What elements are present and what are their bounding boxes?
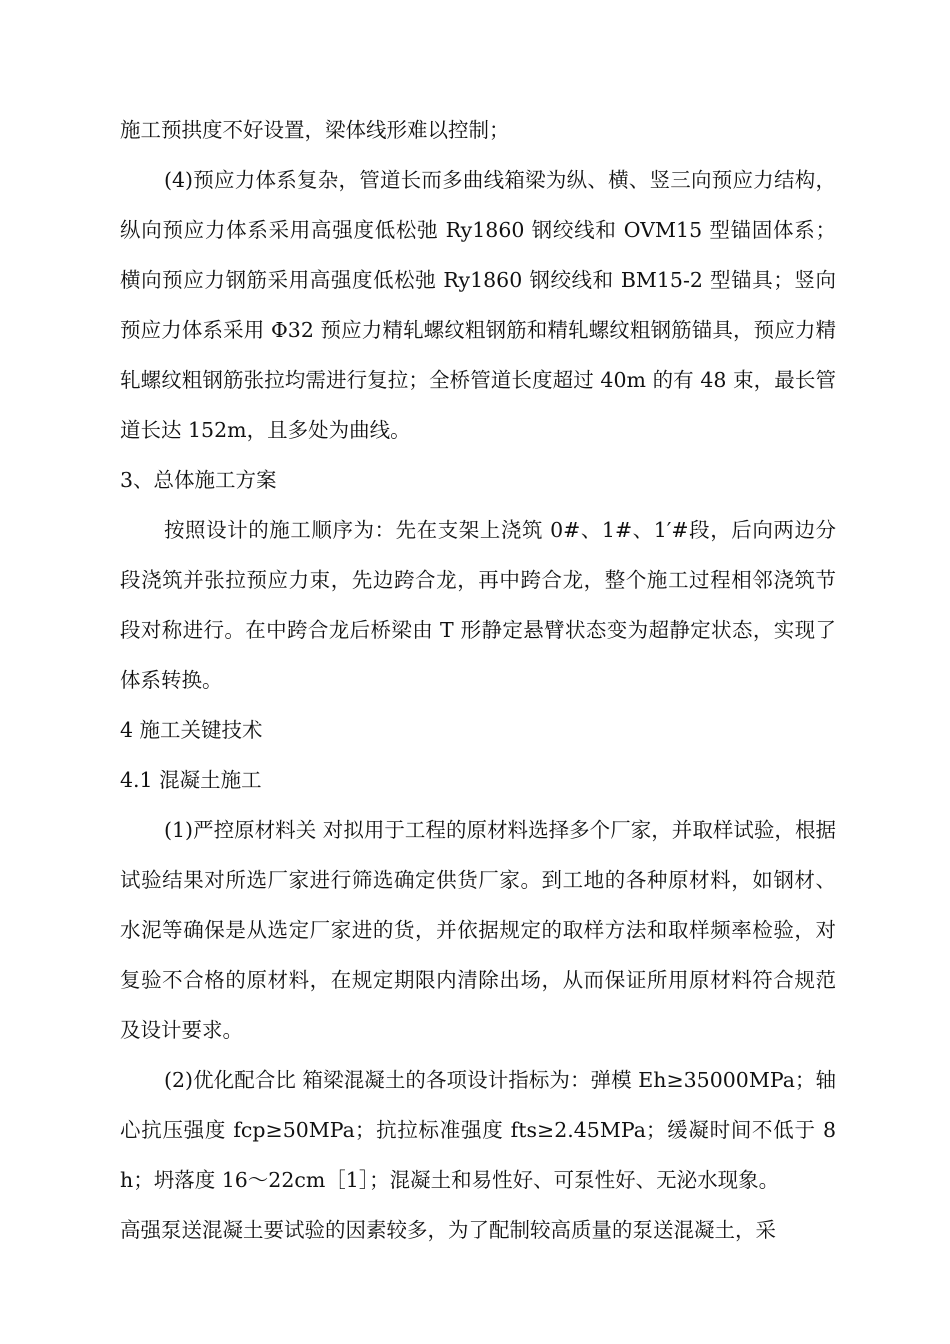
paragraph-mix-design: (2)优化配合比 箱梁混凝土的各项设计指标为：弹模 Eh≥35000MPa；轴心抗压强度 fcp≥50MPa；抗拉标准强度 fts≥2.45MPa；缓凝时间不低于 8h；坍落度 16～22cm［1］；混凝土和易性好、可泵性好、无泌水现象。 [120, 1068, 836, 1192]
paragraph-continuation-bottom: 高强泵送混凝土要试验的因素较多，为了配制较高质量的泵送混凝土，采 [120, 1218, 776, 1242]
section-heading-3: 3、总体施工方案 [120, 468, 277, 492]
section-heading-4: 4 施工关键技术 [120, 718, 263, 742]
paragraph-construction-sequence: 按照设计的施工顺序为：先在支架上浇筑 0#、1#、1′#段，后向两边分段浇筑并张拉预应力束，先边跨合龙，再中跨合龙，整个施工过程相邻浇筑节段对称进行。在中跨合龙后桥梁由 T 形静定悬臂状态变为超静定状态，实现了体系转换。 [120, 518, 836, 692]
paragraph-continuation-top: 施工预拱度不好设置，梁体线形难以控制； [120, 118, 510, 142]
paragraph-raw-materials: (1)严控原材料关 对拟用于工程的原材料选择多个厂家，并取样试验，根据试验结果对所选厂家进行筛选确定供货厂家。到工地的各种原材料，如钢材、水泥等确保是从选定厂家进的货，并依据规定的取样方法和取样频率检验，对复验不合格的原材料，在规定期限内清除出场，从而保证所用原材料符合规范及设计要求。 [120, 818, 836, 1042]
paragraph-prestress-system: (4)预应力体系复杂，管道长而多曲线箱梁为纵、横、竖三向预应力结构，纵向预应力体系采用高强度低松弛 Ry1860 钢绞线和 OVM15 型锚固体系；横向预应力钢筋采用高强度低松弛 Ry1860 钢绞线和 BM15-2 型锚具；竖向预应力体系采用 Φ32 预应力精轧螺纹粗钢筋和精轧螺纹粗钢筋锚具，预应力精轧螺纹粗钢筋张拉均需进行复拉；全桥管道长度超过 40m 的有 48 束，最长管道长达 152m，且多处为曲线。 [120, 168, 836, 442]
section-heading-4-1: 4.1 混凝土施工 [120, 768, 262, 792]
document-body [120, 105, 836, 1255]
